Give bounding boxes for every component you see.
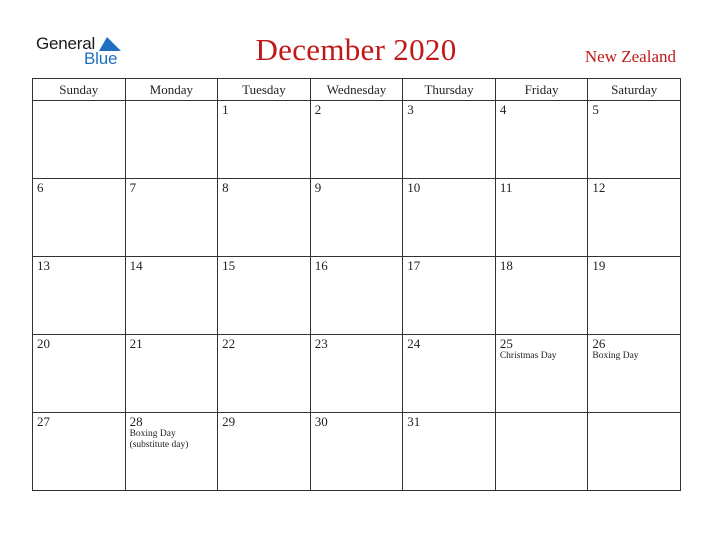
day-cell [403, 257, 496, 335]
day-cell [33, 257, 126, 335]
day-cell [495, 257, 588, 335]
day-cell [125, 179, 218, 257]
day-cell [218, 413, 311, 491]
holiday-label: Boxing Day [592, 351, 639, 361]
day-number: 19 [592, 258, 606, 273]
week-row [33, 413, 681, 491]
day-cell [403, 179, 496, 257]
weekday-header: Thursday [403, 79, 496, 101]
day-cell [310, 335, 403, 413]
day-cell [125, 335, 218, 413]
day-cell [310, 179, 403, 257]
day-cell [218, 335, 311, 413]
weekday-header: Tuesday [218, 79, 311, 101]
day-cell [588, 101, 681, 179]
week-row [33, 101, 681, 179]
day-cell [588, 179, 681, 257]
weekday-header: Monday [125, 79, 218, 101]
day-number: 13 [37, 258, 50, 273]
week-row [33, 257, 681, 335]
day-number: 11 [499, 180, 513, 195]
empty-day-cell [33, 101, 126, 179]
day-number: 14 [129, 258, 143, 273]
holiday-label: Christmas Day [499, 351, 557, 361]
day-cell [310, 101, 403, 179]
day-number: 9 [314, 180, 322, 195]
day-cell [403, 335, 496, 413]
day-number: 15 [222, 258, 236, 273]
empty-day-cell [588, 413, 681, 491]
holiday-label: Boxing Day (substitute day) [129, 429, 189, 450]
day-number: 3 [407, 102, 414, 117]
day-cell [33, 179, 126, 257]
day-cell [310, 413, 403, 491]
day-cell [125, 413, 218, 491]
day-number: 4 [499, 102, 507, 117]
day-cell [33, 413, 126, 491]
weekday-header: Saturday [588, 79, 681, 101]
day-number: 16 [314, 258, 328, 273]
calendar-grid [32, 78, 681, 491]
weekday-header-row [33, 79, 681, 101]
day-number: 8 [222, 180, 229, 195]
day-cell [218, 179, 311, 257]
day-number: 23 [314, 336, 328, 351]
day-cell [588, 335, 681, 413]
day-number: 21 [129, 336, 143, 351]
day-number: 7 [129, 180, 137, 195]
day-number: 28 [129, 414, 143, 429]
weekday-header: Sunday [33, 79, 126, 101]
day-cell [588, 257, 681, 335]
day-cell [218, 257, 311, 335]
page-title: December 2020 [255, 32, 457, 67]
day-number: 12 [592, 180, 606, 195]
day-number: 1 [222, 102, 229, 117]
weekday-header: Friday [495, 79, 588, 101]
day-number: 31 [407, 414, 421, 429]
day-number: 20 [37, 336, 50, 351]
day-number: 5 [592, 102, 599, 117]
day-number: 26 [592, 336, 606, 351]
day-number: 27 [37, 414, 50, 429]
week-row [33, 335, 681, 413]
day-number: 22 [222, 336, 236, 351]
day-number: 18 [499, 258, 513, 273]
day-number: 17 [407, 258, 421, 273]
logo-text-general: General [36, 34, 96, 53]
day-cell [310, 257, 403, 335]
country-label: New Zealand [584, 47, 676, 66]
empty-day-cell [125, 101, 218, 179]
day-cell [495, 179, 588, 257]
day-number: 25 [499, 336, 513, 351]
day-number: 24 [407, 336, 421, 351]
day-cell [33, 335, 126, 413]
day-number: 30 [314, 414, 328, 429]
day-number: 6 [37, 180, 44, 195]
week-row [33, 179, 681, 257]
day-cell [125, 257, 218, 335]
day-cell [495, 335, 588, 413]
weekday-header: Wednesday [310, 79, 403, 101]
day-cell [403, 101, 496, 179]
day-number: 2 [314, 102, 322, 117]
empty-day-cell [495, 413, 588, 491]
logo-text-blue: Blue [84, 49, 118, 68]
day-number: 10 [407, 180, 421, 195]
day-number: 29 [222, 414, 236, 429]
day-cell [403, 413, 496, 491]
day-cell [495, 101, 588, 179]
day-cell [218, 101, 311, 179]
